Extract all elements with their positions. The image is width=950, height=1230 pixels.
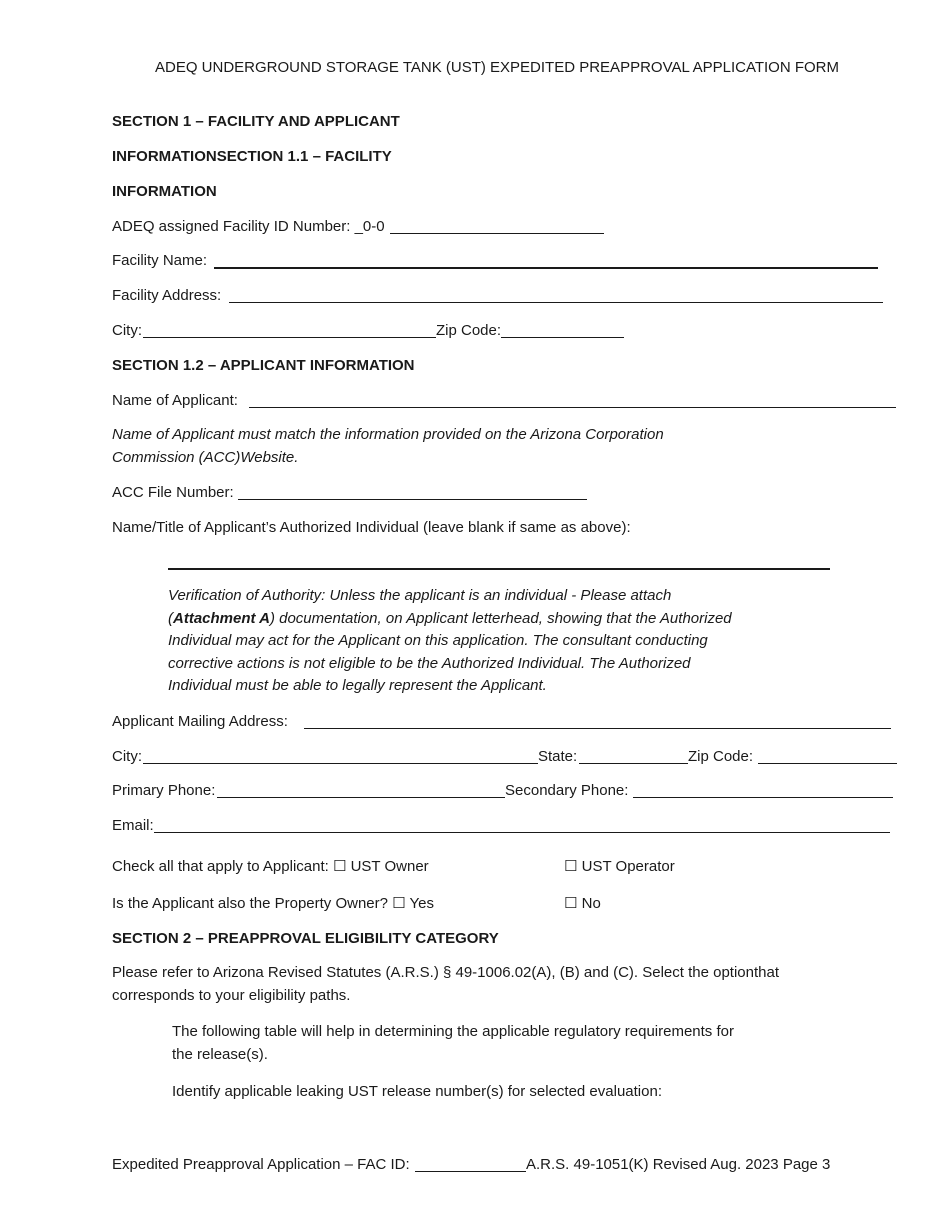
primary-phone-field[interactable] — [217, 797, 505, 798]
section1-heading-line1: SECTION 1 – FACILITY AND APPLICANT — [112, 113, 400, 130]
property-owner-no-option — [564, 894, 601, 913]
applicant-zip-field[interactable] — [758, 763, 897, 764]
property-owner-yes-checkbox[interactable]: ☐ — [392, 894, 406, 912]
facility-address-field[interactable] — [229, 302, 883, 303]
authorized-individual-field[interactable] — [168, 568, 830, 570]
applicant-state-label: State: — [538, 748, 578, 765]
primary-phone-label: Primary Phone: — [112, 782, 216, 799]
mailing-address-label: Applicant Mailing Address: — [112, 713, 288, 730]
ust-owner-label: UST Owner — [350, 858, 429, 875]
footer-left: Expedited Preapproval Application – FAC ID: — [112, 1156, 410, 1173]
property-owner-no-label: No — [581, 895, 601, 912]
mailing-address-field[interactable] — [304, 728, 891, 729]
authorized-individual-label: Name/Title of Applicant’s Authorized Individual (leave blank if same as above): — [112, 519, 631, 536]
section2-heading: SECTION 2 – PREAPPROVAL ELIGIBILITY CATEGORY — [112, 930, 499, 947]
check-applicant-row — [112, 857, 429, 876]
acc-note: Name of Applicant must match the information provided on the Arizona Corporation Commission (ACC)Website. — [112, 426, 664, 466]
property-owner-no-checkbox[interactable]: ☐ — [564, 894, 578, 912]
footer-right: A.R.S. 49-1051(K) Revised Aug. 2023 Page 3 — [526, 1156, 831, 1173]
secondary-phone-field[interactable] — [633, 797, 893, 798]
applicant-state-field[interactable] — [579, 763, 688, 764]
applicant-zip-label: Zip Code: — [688, 748, 754, 765]
acc-file-label: ACC File Number: — [112, 484, 234, 501]
applicant-name-label: Name of Applicant: — [112, 392, 238, 409]
facility-name-label: Facility Name: — [112, 252, 208, 269]
ust-operator-option — [564, 857, 675, 876]
facility-id-label: ADEQ assigned Facility ID Number: _0-0 — [112, 218, 385, 235]
section2-intro: Please refer to Arizona Revised Statutes (A.R.S.) § 49-1006.02(A), (B) and (C). Select the optionthat corresponds to your eligibility paths. — [112, 964, 780, 1004]
facility-name-field[interactable] — [214, 267, 878, 269]
property-owner-yes-label: Yes — [409, 895, 434, 912]
property-owner-row — [112, 894, 434, 913]
facility-city-field[interactable] — [143, 337, 436, 338]
ust-operator-label: UST Operator — [581, 858, 675, 875]
applicant-city-label: City: — [112, 748, 142, 765]
verification-of-authority: Verification of Authority: Unless the applicant is an individual - Please attach (Attachment A) documentation, on Applicant letterhead, showing that the Authorized Individual may act for the Applicant on this application. The consultant conducting corrective actions is not eligible to be the Authorized Individual. The Authorized Individual must be able to legally represent the Applicant. — [168, 587, 732, 694]
form-title: ADEQ UNDERGROUND STORAGE TANK (UST) EXPEDITED PREAPPROVAL APPLICATION FORM — [155, 59, 840, 76]
check-applicant-label: Check all that apply to Applicant: — [112, 858, 329, 875]
facility-zip-label: Zip Code: — [436, 322, 502, 339]
acc-file-field[interactable] — [238, 499, 587, 500]
applicant-city-field[interactable] — [143, 763, 538, 764]
secondary-phone-label: Secondary Phone: — [505, 782, 629, 799]
facility-address-label: Facility Address: — [112, 287, 222, 304]
ust-operator-checkbox[interactable]: ☐ — [564, 857, 578, 875]
identify-release-label: Identify applicable leaking UST release number(s) for selected evaluation: — [172, 1083, 662, 1100]
facility-id-field[interactable] — [390, 233, 604, 234]
property-owner-label: Is the Applicant also the Property Owner? — [112, 895, 388, 912]
facility-zip-field[interactable] — [501, 337, 624, 338]
footer-fac-id-field[interactable] — [415, 1171, 526, 1172]
section1-heading-line2: INFORMATIONSECTION 1.1 – FACILITY — [112, 148, 392, 165]
facility-city-label: City: — [112, 322, 142, 339]
applicant-name-field[interactable] — [249, 407, 896, 408]
section12-heading: SECTION 1.2 – APPLICANT INFORMATION — [112, 357, 415, 374]
section1-heading-line3: INFORMATION — [112, 183, 217, 200]
email-label: Email: — [112, 817, 154, 834]
table-note: The following table will help in determining the applicable regulatory requirements for the release(s). — [172, 1023, 734, 1063]
ust-owner-checkbox[interactable]: ☐ — [332, 857, 347, 875]
email-field[interactable] — [154, 832, 890, 833]
